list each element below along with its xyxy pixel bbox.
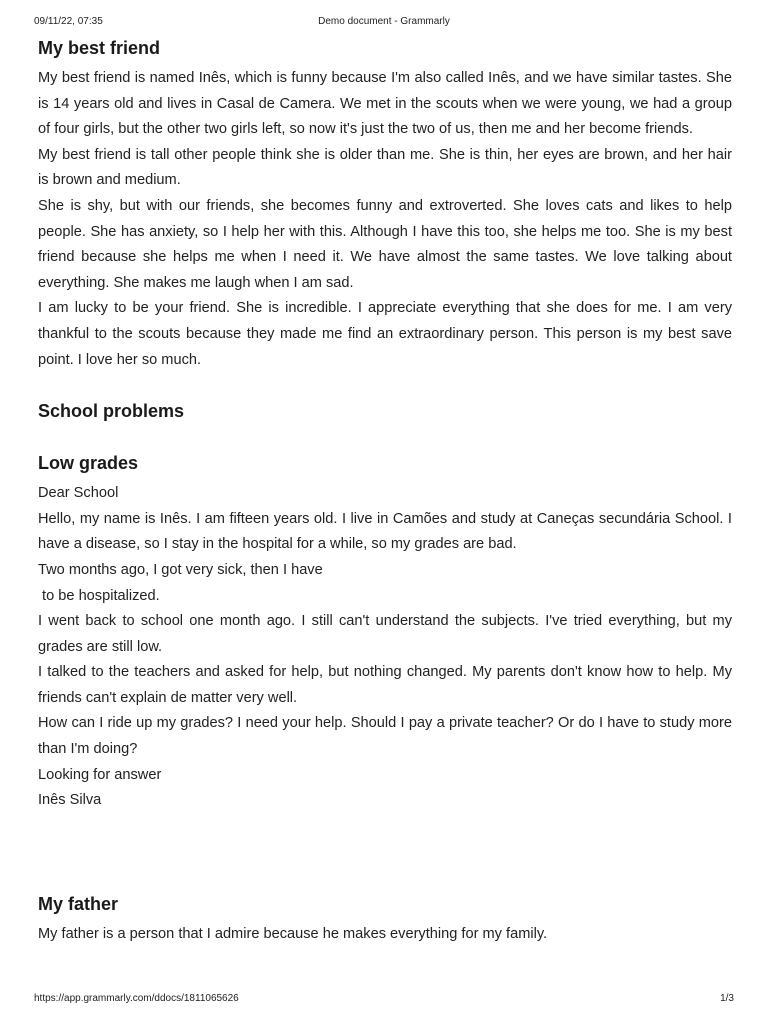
- paragraph: I talked to the teachers and asked for help, but nothing changed. My parents don't know how to help. My friends can't explain de matter very well.: [38, 664, 732, 706]
- heading-low-grades: Low grades: [38, 453, 139, 474]
- paragraph: My father is a person that I admire because he makes everything for my family.: [38, 925, 548, 942]
- print-footer: [34, 993, 734, 1007]
- paragraph: I am lucky to be your friend. She is incredible. I appreciate everything that she does for me. I am very thankful to the scouts because they made me find an extraordinary person. This person is my best save point. I love her so much.: [38, 300, 732, 368]
- document-body: [38, 36, 732, 947]
- paragraph: Hello, my name is Inês. I am fifteen years old. I live in Camões and study at Caneças secundária School. I have a disease, so I stay in the hospital for a while, so my grades are bad.: [38, 510, 732, 553]
- heading-my-father: My father: [38, 893, 119, 914]
- paragraph: Two months ago, I got very sick, then I have: [38, 561, 323, 578]
- paragraph: My best friend is named Inês, which is funny because I'm also called Inês, and we have similar tastes. She is 14 years old and lives in Casal de Camera. We met in the scouts when we were young, we had a group of four girls, but the other two girls left, so now it's just the two of us, then me and her become friends.: [38, 70, 732, 138]
- letter-signature: Inês Silva: [38, 792, 102, 809]
- print-header: [34, 16, 734, 30]
- letter-greeting: Dear School: [38, 485, 119, 502]
- print-date: 09/11/22, 07:35: [34, 16, 103, 27]
- print-document-title: Demo document - Grammarly: [318, 16, 450, 27]
- page-number: 1/3: [720, 993, 734, 1004]
- paragraph: My best friend is tall other people think she is older than me. She is thin, her eyes are brown, and her hair is brown and medium.: [38, 146, 732, 189]
- heading-my-best-friend: My best friend: [38, 38, 161, 58]
- print-url: https://app.grammarly.com/ddocs/1811065626: [34, 993, 239, 1004]
- letter-closing: Looking for answer: [38, 766, 162, 783]
- paragraph: I went back to school one month ago. I still can't understand the subjects. I've tried everything, but my grades are still low.: [38, 613, 732, 655]
- paragraph: She is shy, but with our friends, she becomes funny and extroverted. She loves cats and likes to help people. She has anxiety, so I help her with this. Although I have this too, she helps me too. She is my best friend because she helps me when I need it. We have almost the same tastes. We love talking about everything. She makes me laugh when I am sad.: [38, 197, 732, 291]
- paragraph: How can I ride up my grades? I need your help. Should I pay a private teacher? Or do I have to study more than I'm doing?: [38, 715, 732, 758]
- paragraph: to be hospitalized.: [38, 587, 160, 604]
- heading-school-problems: School problems: [38, 401, 185, 422]
